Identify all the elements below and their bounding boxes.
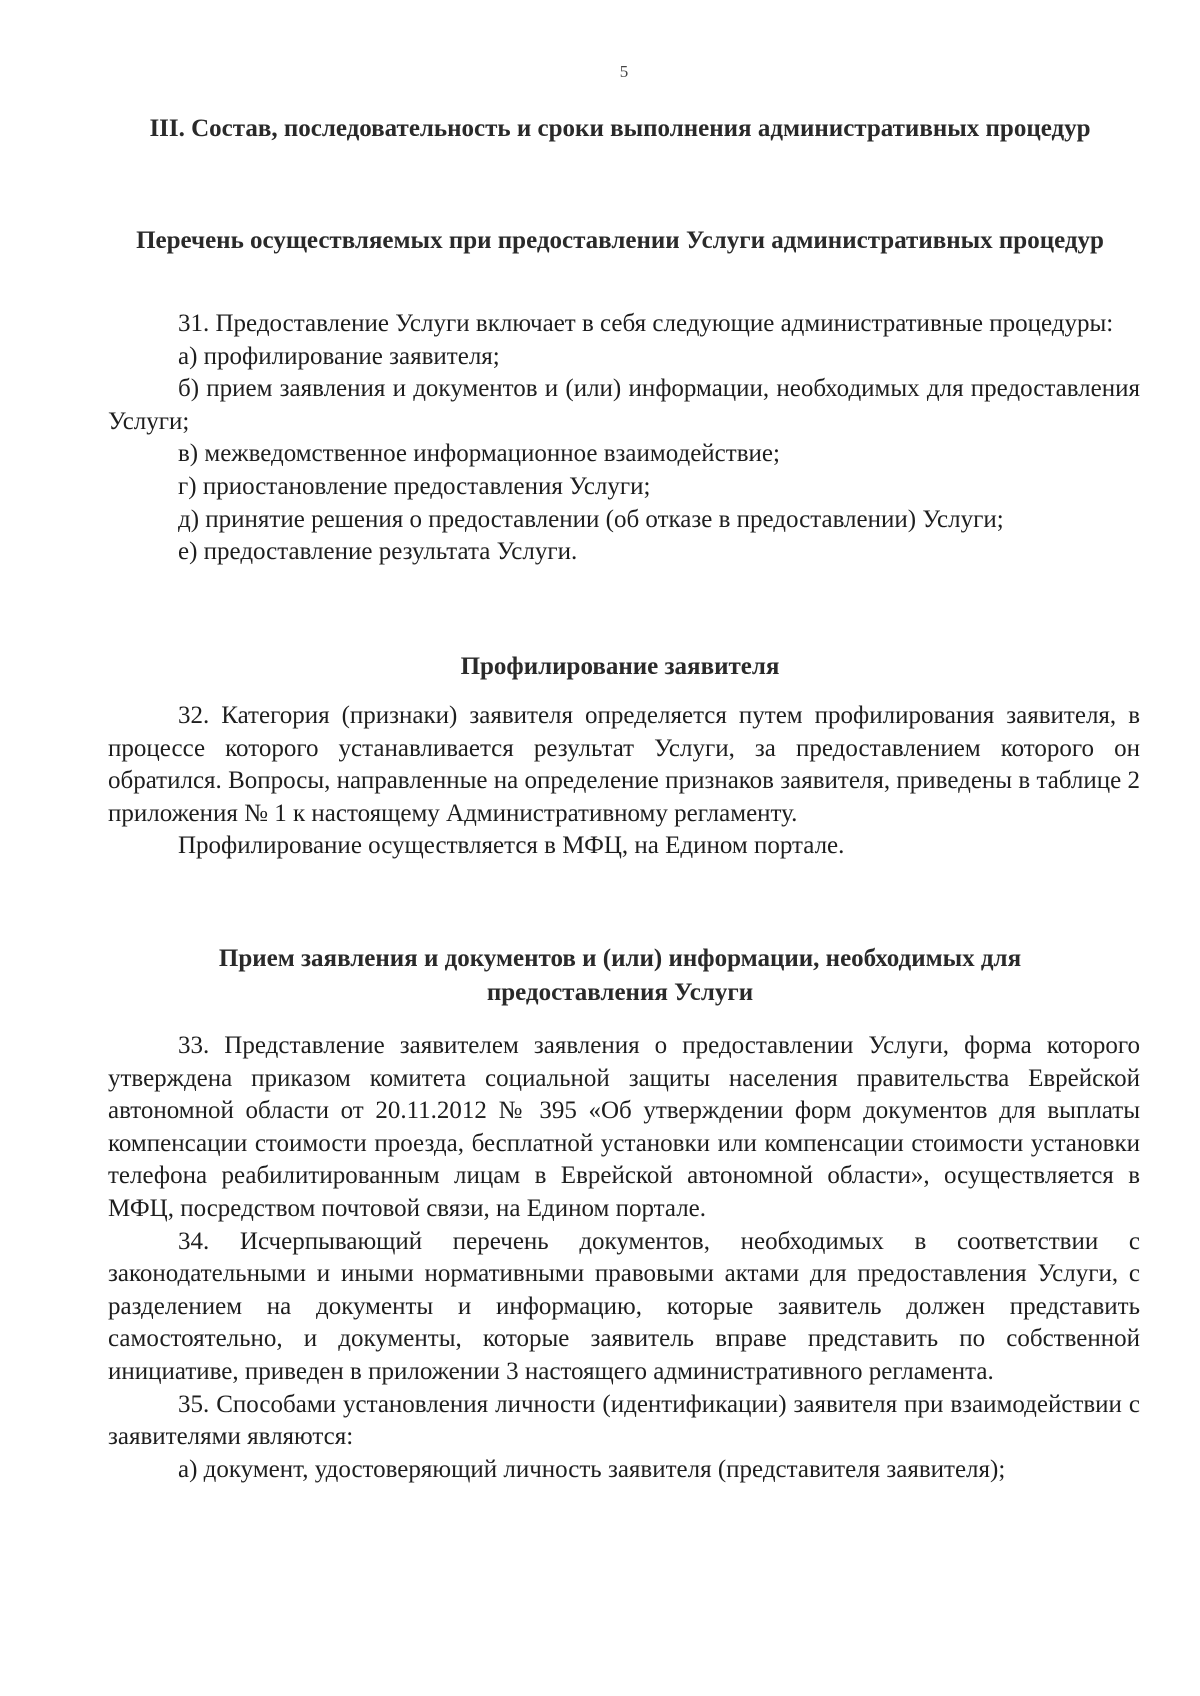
- paragraph-34: 34. Исчерпывающий перечень документов, необходимых в соответствии с законодательными и иными нормативными правовыми актами для предоставления Услуги, с разделением на документы и информацию, которые заявитель должен представить самостоятельно, и документы, которые заявитель вправе представить по собственной инициативе, приведен в приложении 3 настоящего административного регламента.: [108, 1227, 1140, 1385]
- paragraph-33: 33. Представление заявителем заявления о предоставлении Услуги, форма которого утверждена приказом комитета социальной защиты населения правительства Еврейской автономной области от 20.11.2012 № 395 «Об утверждении форм документов для выплаты компенсации стоимости проезда, бесплатной установки или компенсации стоимости установки телефона реабилитированным лицам в Еврейской автономной области», осуществляется в МФЦ, посредством почтовой связи, на Едином портале.: [108, 1032, 1140, 1222]
- paragraph-35: 35. Способами установления личности (идентификации) заявителя при взаимодействии с заявителями являются:: [108, 1390, 1140, 1451]
- page-number: 5: [619, 62, 629, 81]
- subsection-body-profiling: [108, 700, 1140, 863]
- subsection-body-reception: [108, 1030, 1140, 1486]
- paragraph-profiling-place: Профилирование осуществляется в МФЦ, на Едином портале.: [178, 832, 845, 860]
- list-item-g: г) приостановление предоставления Услуги;: [178, 472, 651, 500]
- section-title: III. Состав, последовательность и сроки выполнения административных процедур: [149, 115, 1091, 142]
- subsection-title-procedures: Перечень осуществляемых при предоставлении Услуги административных процедур: [136, 227, 1104, 254]
- subsection-body-procedures: [108, 308, 1140, 569]
- list-item-identity-doc: а) документ, удостоверяющий личность заявителя (представителя заявителя);: [178, 1455, 1006, 1483]
- list-item-e: е) предоставление результата Услуги.: [178, 538, 578, 566]
- paragraph-32: 32. Категория (признаки) заявителя определяется путем профилирования заявителя, в процессе которого устанавливается результат Услуги, за предоставлением которого он обратился. Вопросы, направленные на определение признаков заявителя, приведены в таблице 2 приложения № 1 к настоящему Административному регламенту.: [108, 702, 1140, 827]
- paragraph-31: 31. Предоставление Услуги включает в себя следующие административные процедуры:: [178, 310, 1114, 337]
- subsection-title-reception: Прием заявления и документов и (или) информации, необходимых для предоставления Услуги: [218, 945, 1022, 1006]
- list-item-d: д) принятие решения о предоставлении (об отказе в предоставлении) Услуги;: [178, 505, 1004, 533]
- list-item-b: б) прием заявления и документов и (или) информации, необходимых для предоставления Услуги;: [108, 375, 1140, 435]
- list-item-v: в) межведомственное информационное взаимодействие;: [178, 440, 780, 468]
- subsection-title-profiling: Профилирование заявителя: [460, 653, 780, 680]
- list-item-a: а) профилирование заявителя;: [178, 342, 500, 370]
